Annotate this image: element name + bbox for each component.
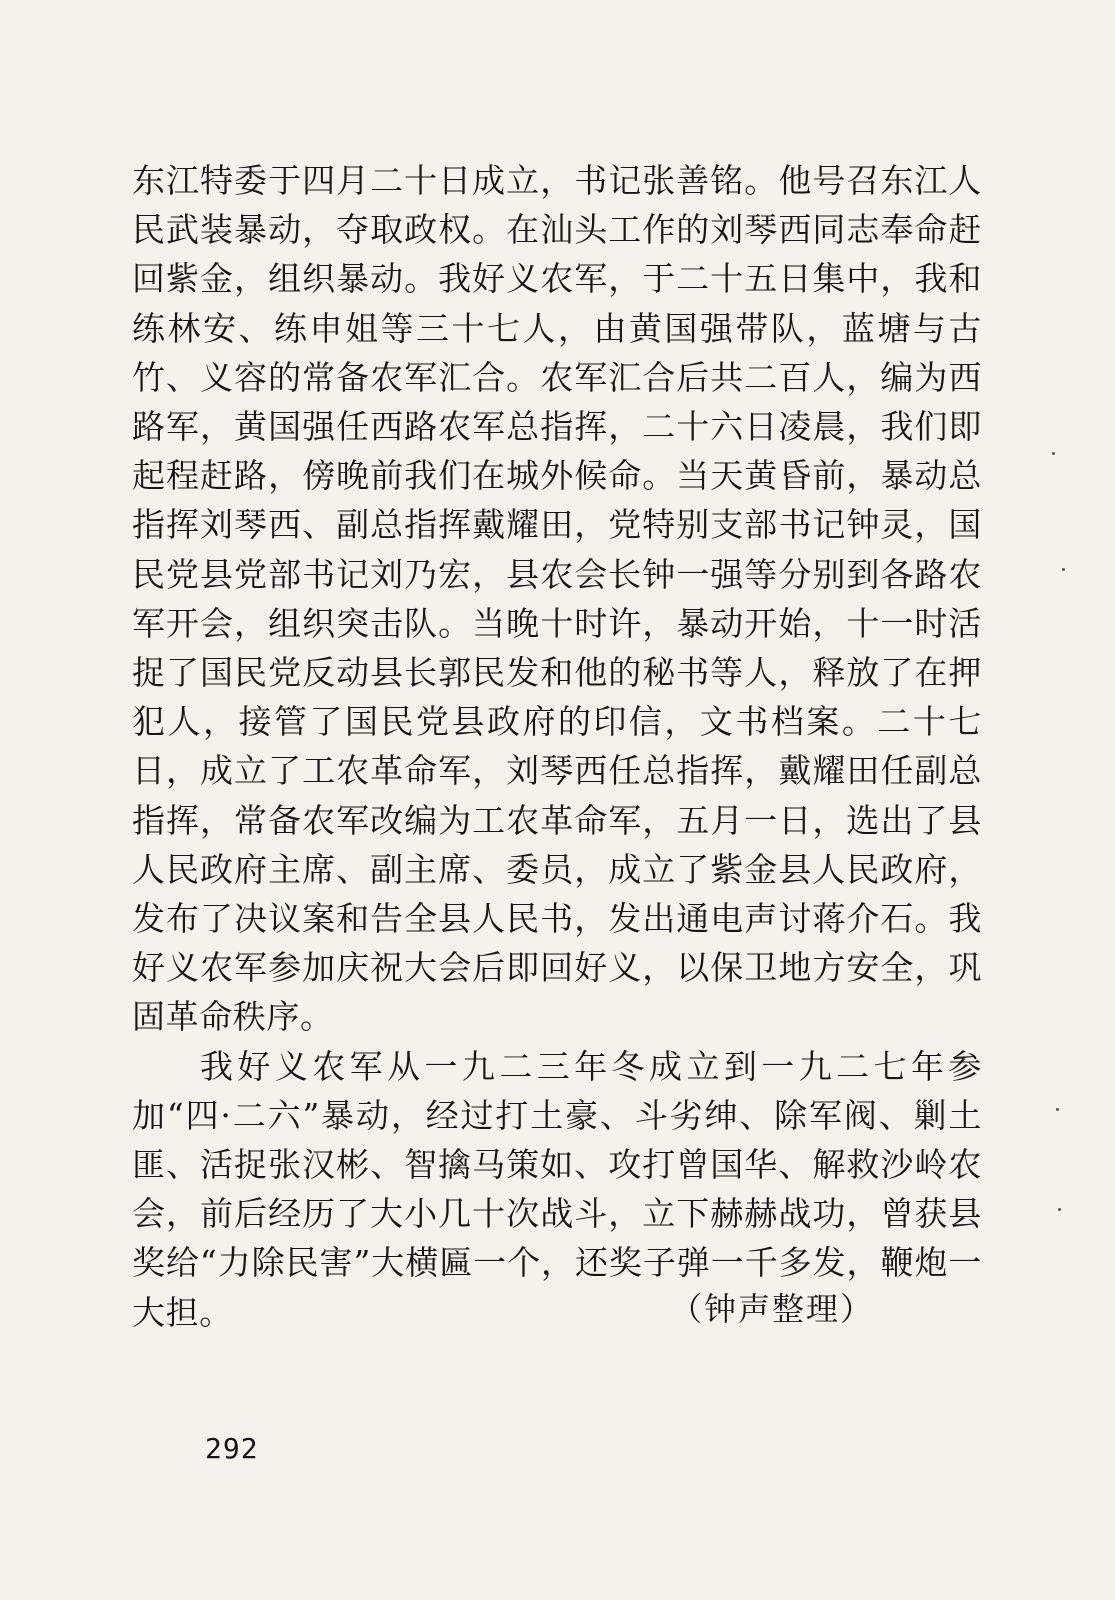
paragraph-2: 我好义农军从一九二三年冬成立到一九二七年参加“四·二六”暴动，经过打土豪、斗劣绅、除军阀、剿土匪、活捉张汉彬、智擒马策如、攻打曾国华、解救沙岭农会，前后经历了大小几十次战斗，立下赫赫战功，曾获县奖给“力除民害”大横匾一个，还奖子弹一千多发，鞭炮一大担。 <box>132 1046 982 1332</box>
paragraph-1: 东江特委于四月二十日成立，书记张善铭。他号召东江人民武装暴动，夺取政权。在汕头工作的刘琴西同志奉命赶回紫金，组织暴动。我好义农军，于二十五日集中，我和练林安、练申姐等三十七人，由黄国强带队，蓝塘与古竹、义容的常备农军汇合。农军汇合后共二百人，编为西路军，黄国强任西路农军总指挥，二十六日凌晨，我们即起程赶路，傍晚前我们在城外候命。当天黄昏前，暴动总指挥刘琴西、副总指挥戴耀田，党特别支部书记钟灵，国民党县党部书记刘乃宏，县农会长钟一强等分别到各路农军开会，组织突击队。当晚十时许，暴动开始，十一时活捉了国民党反动县长郭民发和他的秘书等人，释放了在押犯人，接管了国民党县政府的印信，文书档案。二十七日，成立了工农革命军，刘琴西任总指挥，戴耀田任副总指挥，常备农军改编为工农革命军，五月一日，选出了县人民政府主席、副主席、委员，成立了紫金县人民政府，发布了决议案和告全县人民书，发出通电声讨蒋介石。我好义农军参加庆祝大会后即回好义，以保卫地方安全，巩固革命秩序。 <box>132 161 982 1037</box>
scan-speck <box>1056 1108 1059 1111</box>
editor-credit: （钟声整理） <box>670 1290 875 1328</box>
scan-speck <box>1058 1208 1061 1211</box>
scan-speck <box>1052 452 1055 455</box>
body-text <box>132 156 982 1337</box>
scan-speck <box>1062 568 1065 571</box>
page-number: 292 <box>205 1432 259 1465</box>
